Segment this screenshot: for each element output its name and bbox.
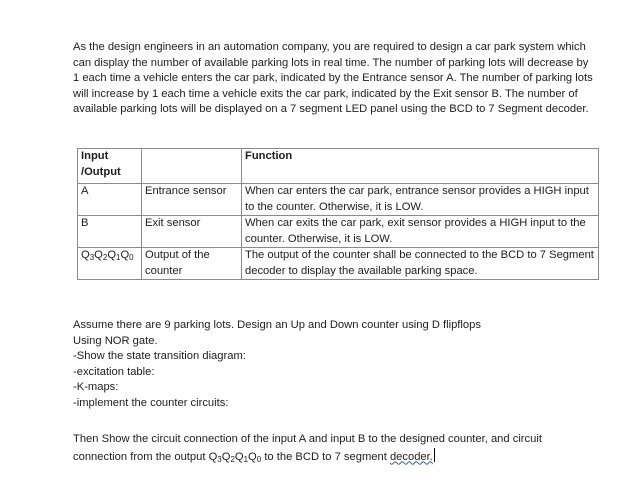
table-row — [78, 248, 599, 280]
row-q-function: The output of the counter shall be connected to the BCD to 7 Segment decoder to display the available parking space. — [242, 248, 599, 280]
row-a-name: Entrance sensor — [142, 184, 242, 216]
task-line: Assume there are 9 parking lots. Design an Up and Down counter using D flipflops — [73, 319, 481, 331]
final-q3-subscript: 3 — [217, 454, 222, 464]
row-q-name: Output of the counter — [142, 248, 242, 280]
final-text-middle: to the BCD to 7 segment — [264, 450, 390, 463]
q1-subscript: 1 — [116, 253, 121, 262]
input-output-table — [77, 148, 599, 280]
task-line: -K-maps: — [73, 381, 119, 393]
row-b-name: Exit sensor — [142, 216, 242, 248]
final-paragraph — [73, 432, 593, 465]
q3-subscript: 3 — [89, 253, 95, 262]
row-a-function: When car enters the car park, entrance sensor provides a HIGH input to the counter. Otherwise, it is LOW. — [242, 184, 599, 216]
task-line: Using NOR gate. — [73, 334, 158, 347]
row-b-io: B — [78, 216, 142, 248]
header-function: Function — [242, 149, 599, 184]
q1-letter: Q — [107, 249, 117, 261]
task-line: -implement the counter circuits: — [73, 396, 229, 409]
q2-subscript: 2 — [102, 253, 108, 262]
row-a-io: A — [78, 184, 142, 216]
q0-letter: Q — [120, 249, 130, 261]
row-q-io — [78, 248, 142, 280]
task-line: -excitation table: — [73, 365, 155, 378]
intro-paragraph: As the design engineers in an automation company, you are required to design a car park system which can display the number of available parking lots in real time. The number of parking lots will decrease by 1 each time a vehicle enters the car park, indicated by the Entrance sensor A. The number of parking lots will increase by 1 each time a vehicle exits the car park, indicated by the Exit sensor B. The number of available parking lots will be displayed on a 7 segment LED panel using the BCD to 7 Segment decoder. — [73, 41, 593, 115]
final-q2-subscript: 2 — [230, 454, 235, 464]
final-q2-letter: Q — [221, 450, 231, 463]
spellcheck-word[interactable]: decoder. — [389, 450, 433, 463]
q2-letter: Q — [94, 249, 103, 261]
final-q1-letter: Q — [234, 450, 244, 463]
final-q1-subscript: 1 — [243, 454, 249, 464]
text-cursor — [434, 448, 435, 462]
task-list — [73, 318, 593, 411]
task-line: -Show the state transition diagram: — [73, 350, 246, 362]
header-empty-cell — [142, 149, 242, 184]
final-q0-letter: Q — [248, 450, 257, 463]
final-q0-subscript: 0 — [256, 454, 262, 464]
row-b-function: When car exits the car park, exit sensor provides a HIGH input to the counter. Otherwise, it is LOW. — [242, 216, 599, 248]
final-text-before: Then Show the circuit connection of the input A and input B to the designed counter, and circuit connection from the output — [73, 433, 542, 463]
table-row — [78, 184, 599, 216]
final-q3-letter: Q — [208, 450, 218, 463]
q0-subscript: 0 — [129, 253, 134, 262]
table-row — [78, 216, 599, 248]
q3-letter: Q — [81, 249, 90, 261]
header-input-output: Input /Output — [78, 149, 142, 184]
table-header-row — [78, 149, 599, 184]
